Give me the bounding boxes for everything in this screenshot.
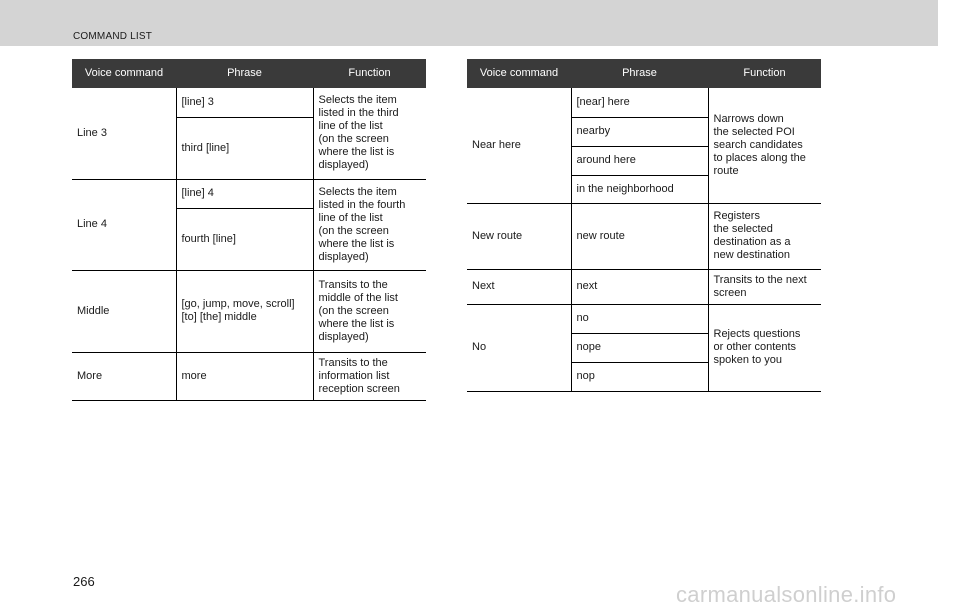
phrase-cell: new route bbox=[571, 203, 708, 269]
phrase-cell: more bbox=[176, 352, 313, 400]
function-cell: Transits to the information list reception screen bbox=[313, 352, 426, 400]
function-cell: Transits to the middle of the list (on the screen where the list is displayed) bbox=[313, 270, 426, 352]
voice-command-cell: Next bbox=[467, 269, 571, 304]
page-number: 266 bbox=[73, 574, 95, 589]
table-row bbox=[467, 304, 821, 333]
phrase-cell: [line] 3 bbox=[176, 88, 313, 117]
phrase-cell: nop bbox=[571, 362, 708, 391]
phrase-cell: [line] 4 bbox=[176, 179, 313, 208]
function-cell: Selects the item listed in the fourth line of the list (on the screen where the list is displayed) bbox=[313, 179, 426, 270]
command-table-right bbox=[467, 59, 821, 392]
phrase-cell: in the neighborhood bbox=[571, 175, 708, 203]
header-function: Function bbox=[313, 59, 426, 88]
header-voice-command: Voice command bbox=[467, 59, 571, 88]
phrase-cell: next bbox=[571, 269, 708, 304]
phrase-cell: [near] here bbox=[571, 88, 708, 117]
voice-command-cell: Middle bbox=[72, 270, 176, 352]
watermark: carmanualsonline.info bbox=[676, 582, 897, 607]
table-row bbox=[467, 269, 821, 304]
header-phrase: Phrase bbox=[571, 59, 708, 88]
phrase-cell: no bbox=[571, 304, 708, 333]
phrase-cell: third [line] bbox=[176, 117, 313, 179]
header-function: Function bbox=[708, 59, 821, 88]
table-row bbox=[72, 179, 426, 208]
table-row bbox=[72, 352, 426, 400]
table-row bbox=[72, 270, 426, 352]
function-cell: Selects the item listed in the third line of the list (on the screen where the list is displayed) bbox=[313, 88, 426, 179]
function-cell: Narrows down the selected POI search candidates to places along the route bbox=[708, 88, 821, 203]
table-row bbox=[467, 203, 821, 269]
voice-command-cell: New route bbox=[467, 203, 571, 269]
header-phrase: Phrase bbox=[176, 59, 313, 88]
function-cell: Registers the selected destination as a new destination bbox=[708, 203, 821, 269]
phrase-cell: around here bbox=[571, 146, 708, 175]
function-cell: Rejects questions or other contents spoken to you bbox=[708, 304, 821, 391]
phrase-cell: nearby bbox=[571, 117, 708, 146]
section-title: COMMAND LIST bbox=[73, 31, 153, 42]
phrase-cell: [go, jump, move, scroll] [to] [the] middle bbox=[176, 270, 313, 352]
voice-command-cell: Line 4 bbox=[72, 179, 176, 270]
voice-command-cell: Line 3 bbox=[72, 88, 176, 179]
voice-command-cell: More bbox=[72, 352, 176, 400]
table-row bbox=[72, 88, 426, 117]
phrase-cell: nope bbox=[571, 333, 708, 362]
command-table-left bbox=[72, 59, 426, 401]
function-cell: Transits to the next screen bbox=[708, 269, 821, 304]
voice-command-cell: No bbox=[467, 304, 571, 391]
phrase-cell: fourth [line] bbox=[176, 208, 313, 270]
table-row bbox=[467, 88, 821, 117]
header-voice-command: Voice command bbox=[72, 59, 176, 88]
voice-command-cell: Near here bbox=[467, 88, 571, 203]
